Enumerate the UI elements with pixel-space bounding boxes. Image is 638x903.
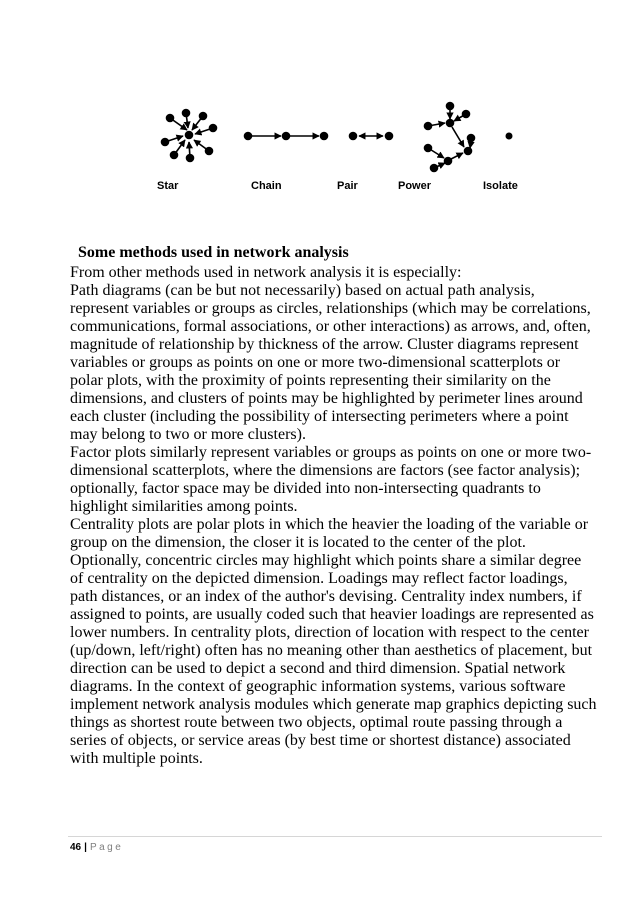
- power-network-diagram: [425, 103, 475, 172]
- body-line: with multiple points.: [70, 750, 203, 767]
- body-line: things as shortest route between two objects, optimal route passing through a: [70, 714, 563, 731]
- body-line: dimensions, and clusters of points may be highlighted by perimeter lines around: [70, 390, 583, 407]
- body-line: of centrality on the depicted dimension. Loadings may reflect factor loadings,: [70, 570, 568, 587]
- star-node: [171, 152, 178, 159]
- pair-node: [386, 133, 393, 140]
- star-network-diagram: [162, 110, 217, 162]
- page-number: 46: [70, 842, 82, 853]
- chain-node: [245, 133, 252, 140]
- body-line: dimensional scatterplots, where the dimensions are factors (see factor analysis);: [70, 462, 581, 479]
- section-heading: Some methods used in network analysis: [78, 244, 349, 261]
- star-node: [187, 155, 194, 162]
- power-node: [431, 165, 438, 172]
- power-node: [463, 111, 470, 118]
- body-line: Path diagrams (can be but not necessarily) based on actual path analysis,: [70, 282, 535, 299]
- chain-network-diagram: [245, 133, 328, 140]
- network-types-figure: [150, 100, 530, 200]
- body-line: group on the dimension, the closer it is located to the center of the plot.: [70, 534, 526, 551]
- power-label: Power: [398, 180, 432, 192]
- body-line: assigned to points, are usually coded such that heavier loadings are represented as: [70, 606, 594, 623]
- chain-node: [321, 133, 328, 140]
- body-line: polar plots, with the proximity of points representing their similarity on the: [70, 372, 551, 389]
- pair-label: Pair: [337, 180, 358, 192]
- body-line: From other methods used in network analysis it is especially:: [70, 264, 462, 281]
- body-line: Optionally, concentric circles may highlight which points share a similar degree: [70, 552, 582, 569]
- chain-label: Chain: [251, 180, 282, 192]
- star-node: [200, 113, 207, 120]
- isolate-label: Isolate: [483, 180, 518, 192]
- body-line: (up/down, left/right) often has no meaning other than aesthetics of placement, but: [70, 642, 593, 659]
- star-node: [183, 110, 190, 117]
- power-node: [465, 148, 472, 155]
- pair-node: [350, 133, 357, 140]
- body-line: variables or groups as points on one or more two-dimensional scatterplots or: [70, 354, 561, 371]
- footer-divider: [68, 836, 602, 837]
- body-line: direction can be used to depict a second and third dimension. Spatial network: [70, 660, 566, 677]
- body-line: represent variables or groups as circles, relationships (which may be correlations,: [70, 300, 591, 317]
- isolate-node: [506, 133, 513, 140]
- body-line: may belong to two or more clusters).: [70, 426, 306, 443]
- star-node: [206, 148, 213, 155]
- pair-network-diagram: [350, 133, 393, 140]
- star-hub-node: [186, 132, 193, 139]
- body-line: Factor plots similarly represent variables or groups as points on one or more two-: [70, 444, 592, 461]
- body-line: series of objects, or service areas (by best time or shortest distance) associated: [70, 732, 571, 749]
- body-line: highlight similarities among points.: [70, 498, 298, 515]
- page-footer: [70, 842, 123, 853]
- power-node: [447, 103, 454, 110]
- body-line: Centrality plots are polar plots in which the heavier the loading of the variable or: [70, 516, 589, 533]
- body-line: magnitude of relationship by thickness of the arrow. Cluster diagrams represent: [70, 336, 579, 353]
- body-line: lower numbers. In centrality plots, direction of location with respect to the center: [70, 624, 589, 641]
- power-node: [445, 158, 452, 165]
- star-node: [162, 139, 169, 146]
- page-label: Page: [89, 842, 124, 853]
- chain-node: [283, 133, 290, 140]
- star-node: [167, 115, 174, 122]
- isolate-network-diagram: [506, 133, 513, 140]
- body-line: implement network analysis modules which generate map graphics depicting such: [70, 696, 597, 713]
- body-line: each cluster (including the possibility of intersecting perimeters where a point: [70, 408, 569, 425]
- body-line: diagrams. In the context of geographic information systems, various software: [70, 678, 566, 695]
- power-node: [447, 120, 454, 127]
- star-node: [210, 125, 217, 132]
- body-line: path distances, or an index of the author's devising. Centrality index numbers, if: [70, 588, 582, 605]
- power-node: [425, 123, 432, 130]
- body-line: communications, formal associations, or other interactions) as arrows, and, often,: [70, 318, 591, 335]
- power-node: [425, 145, 432, 152]
- star-label: Star: [157, 180, 179, 192]
- body-text: [70, 264, 606, 768]
- body-line: optionally, factor space may be divided into non-intersecting quadrants to: [70, 480, 541, 497]
- footer-separator: |: [84, 842, 87, 853]
- power-node: [468, 135, 475, 142]
